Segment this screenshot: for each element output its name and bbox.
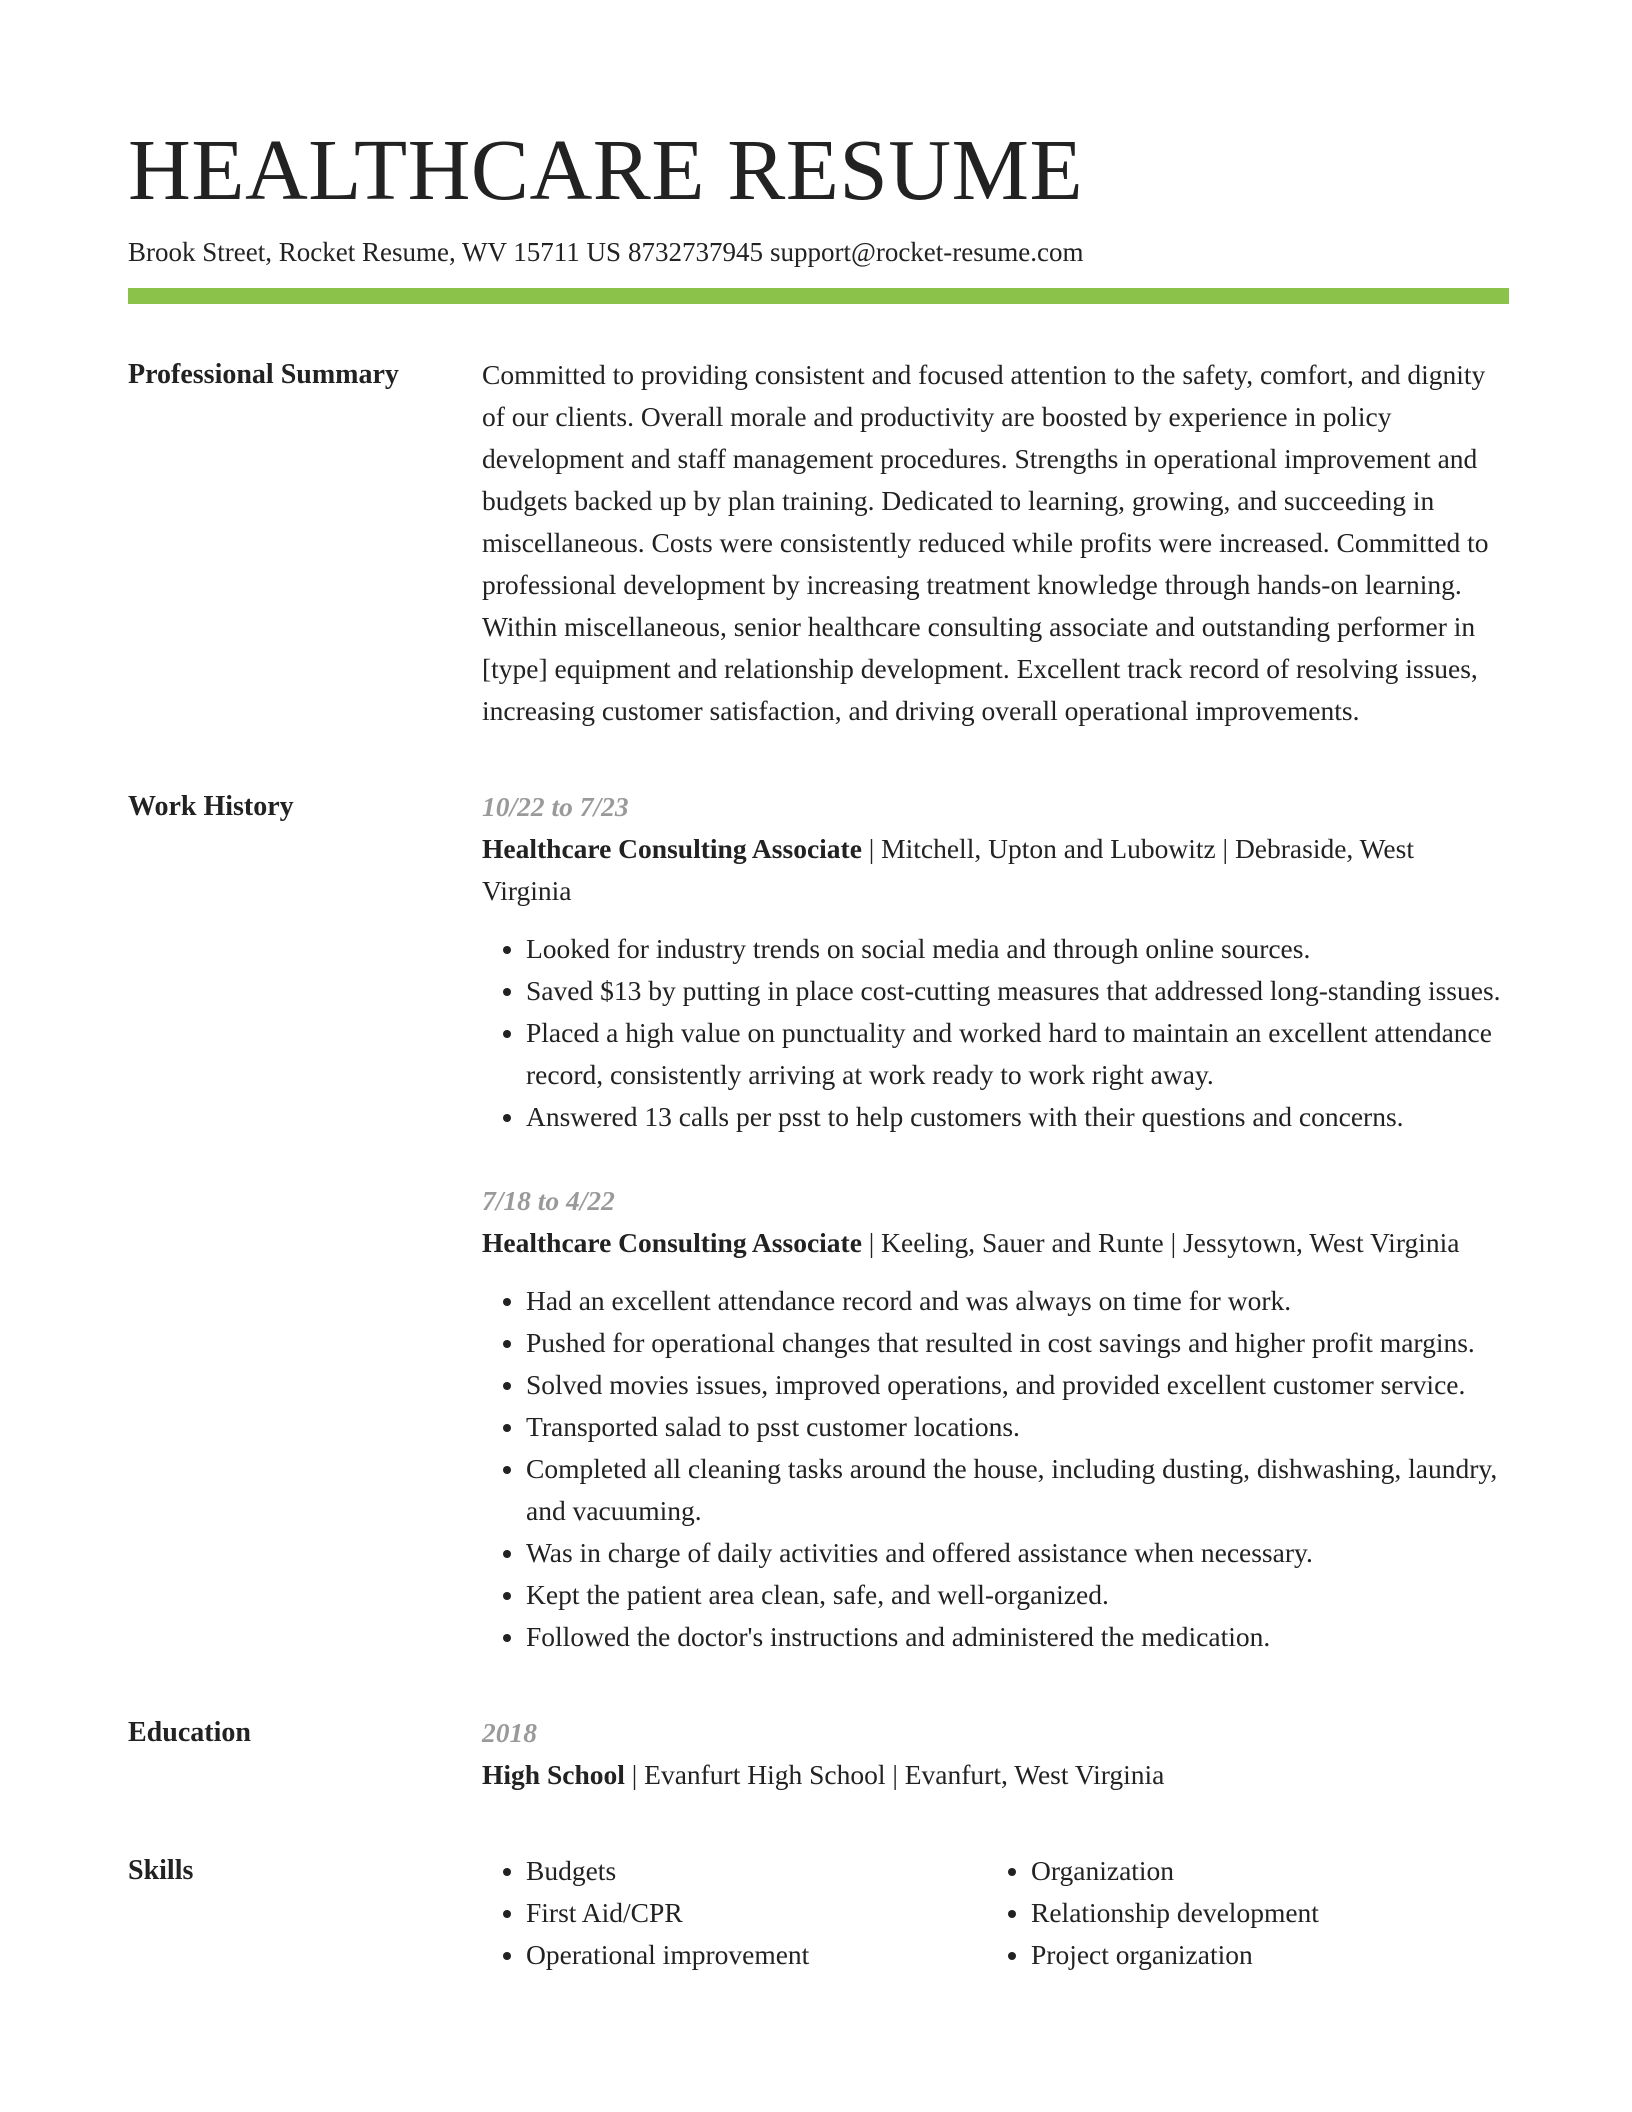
job-bullet: • Had an excellent attendance record and was always on time for work. [526, 1280, 1509, 1322]
resume-page [128, 118, 1509, 1976]
job-bullet: • Transported salad to psst customer locations. [526, 1406, 1509, 1448]
skill-item: • Project organization [1031, 1934, 1492, 1976]
skill-item: • Budgets [526, 1850, 987, 1892]
education-entry [482, 1754, 1509, 1796]
skills-list-left [482, 1850, 987, 1976]
education-year: 2018 [482, 1717, 537, 1748]
work-history-heading: Work History [128, 791, 294, 822]
job-role: Healthcare Consulting Associate [482, 833, 862, 864]
job-bullet: • Solved movies issues, improved operations, and provided excellent customer service. [526, 1364, 1509, 1406]
resume-title: HEALTHCARE RESUME [128, 121, 1084, 218]
job-bullet: • Completed all cleaning tasks around the house, including dusting, dishwashing, laundry, and vacuuming. [526, 1448, 1509, 1532]
summary-heading: Professional Summary [128, 359, 399, 390]
job-role: Healthcare Consulting Associate [482, 1227, 862, 1258]
job-details: | Keeling, Sauer and Runte | Jessytown, West Virginia [861, 1227, 1460, 1258]
job-bullet: • Pushed for operational changes that resulted in cost savings and higher profit margins. [526, 1322, 1509, 1364]
skill-item: • First Aid/CPR [526, 1892, 987, 1934]
job-bullet: • Was in charge of daily activities and offered assistance when necessary. [526, 1532, 1509, 1574]
skills-section [128, 1850, 1509, 1976]
skills-list-right [987, 1850, 1492, 1976]
education-heading: Education [128, 1717, 251, 1748]
header-divider [128, 288, 1509, 304]
job-details: | Mitchell, Upton and Lubowitz | Debraside, West Virginia [482, 833, 1414, 906]
contact-address: Brook Street, Rocket Resume, WV 15711 US [128, 237, 621, 267]
education-degree: High School [482, 1759, 625, 1790]
job-bullet: • Kept the patient area clean, safe, and well-organized. [526, 1574, 1509, 1616]
job-bullet: • Placed a high value on punctuality and worked hard to maintain an excellent attendance record, consistently arriving at work ready to work right away. [526, 1012, 1509, 1096]
job-dates: 10/22 to 7/23 [482, 791, 629, 822]
skills-columns [482, 1850, 1509, 1976]
job-bullets [482, 1280, 1509, 1658]
skills-heading: Skills [128, 1855, 194, 1886]
work-history-section [128, 786, 1509, 1658]
job-header [482, 1222, 1509, 1264]
education-details: | Evanfurt High School | Evanfurt, West Virginia [624, 1759, 1165, 1790]
job-bullet: • Answered 13 calls per psst to help customers with their questions and concerns. [526, 1096, 1509, 1138]
job-entry [482, 786, 1509, 1138]
job-bullet: • Saved $13 by putting in place cost-cutting measures that addressed long-standing issues. [526, 970, 1509, 1012]
job-dates: 7/18 to 4/22 [482, 1185, 615, 1216]
job-bullet: • Followed the doctor's instructions and administered the medication. [526, 1616, 1509, 1658]
skill-item: • Relationship development [1031, 1892, 1492, 1934]
education-section [128, 1712, 1509, 1796]
job-entry [482, 1180, 1509, 1658]
contact-line [128, 234, 1509, 270]
contact-email: support@rocket-resume.com [769, 237, 1084, 267]
summary-text: Committed to providing consistent and focused attention to the safety, comfort, and dignity of our clients. Overall morale and productivity are boosted by experience in policy development and staff management procedures. Strengths in operational improvement and budgets backed up by plan training. Dedicated to learning, growing, and succeeding in miscellaneous. Costs were consistently reduced while profits were increased. Committed to professional development by increasing treatment knowledge through hands-on learning. Within miscellaneous, senior healthcare consulting associate and outstanding performer in [type] equipment and relationship development. Excellent track record of resolving issues, increasing customer satisfaction, and driving overall operational improvements. [482, 359, 1489, 726]
contact-phone: 8732737945 [627, 237, 763, 267]
skill-item: • Organization [1031, 1850, 1492, 1892]
skill-item: • Operational improvement [526, 1934, 987, 1976]
job-bullet: • Looked for industry trends on social media and through online sources. [526, 928, 1509, 970]
job-header [482, 828, 1509, 912]
job-bullets [482, 928, 1509, 1138]
summary-section [128, 354, 1509, 732]
